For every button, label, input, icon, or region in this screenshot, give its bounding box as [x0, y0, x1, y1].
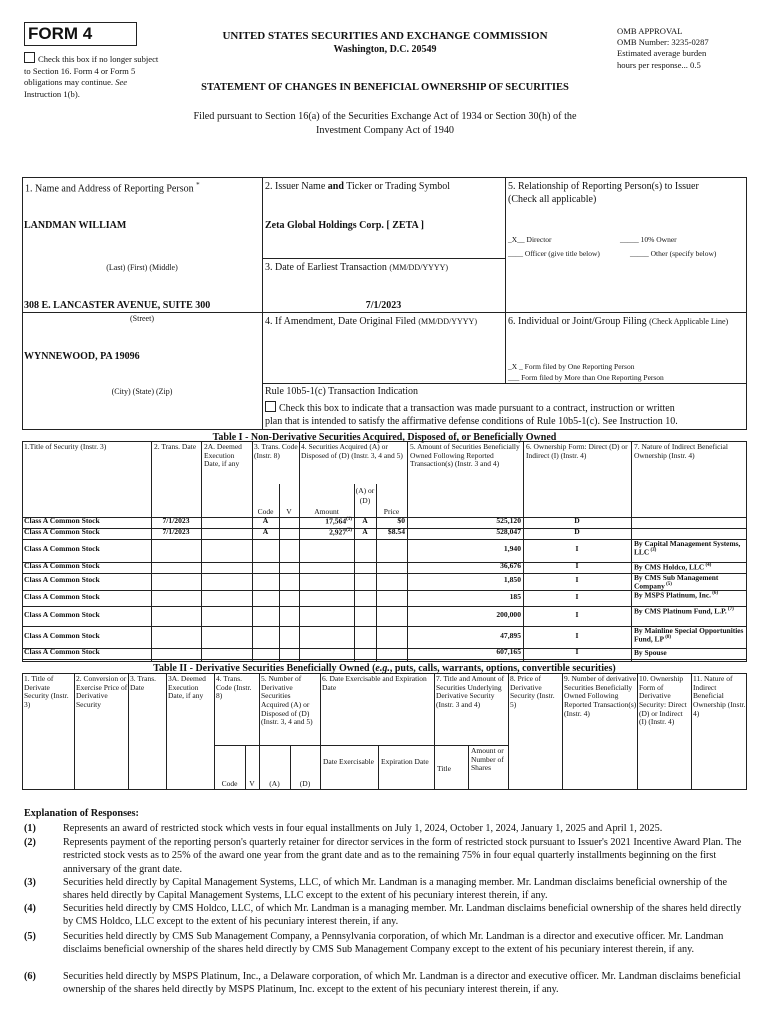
- rule-text[interactable]: [265, 401, 745, 428]
- t1-cell-owned: 1,850: [503, 575, 521, 584]
- t1-cell-form: I: [575, 561, 579, 570]
- box4-format: (MM/DD/YYYY): [418, 317, 477, 326]
- t2-h9: 9. Number of derivative Securities Beneficially Owned Following Reported Transaction(s) (Instr. 4): [564, 674, 637, 718]
- t1-cell-date: 7/1/2023: [162, 516, 190, 525]
- t1-cell-nature: By CMS Holdco, LLC $^{(4)}$: [634, 562, 712, 572]
- t1-h2: 2. Trans. Date: [154, 442, 197, 451]
- t2-h5: 5. Number of Derivative Securities Acquired (A) or Disposed of (D) (Instr. 3, 4 and 5): [261, 674, 313, 727]
- footnote-text: Securities held directly by CMS Sub Management Company, a Pennsylvania corporation, of which Mr. Landman is a director and executive officer. Mr. Landman disclaims beneficial ownership of the shares held directly by CMS Sub Management Company except to the extent of his pecuniary interest therein, if any.: [63, 931, 724, 956]
- footnote-ref[interactable]: (8): [664, 635, 672, 641]
- t1-cell-code: A: [262, 516, 269, 525]
- officer-checkbox[interactable]: ____ Officer (give title below): [508, 249, 600, 258]
- omb-title: OMB APPROVAL: [617, 26, 683, 36]
- t1-cell-nature: By CMS Platinum Fund, L.P. $^{(7)}$: [634, 606, 734, 616]
- explanation-heading: Explanation of Responses:: [24, 808, 139, 819]
- t1-h4: 4. Securities Acquired (A) or Disposed of (D) (Instr. 3, 4 and 5): [301, 442, 403, 460]
- agency-name: UNITED STATES SECURITIES AND EXCHANGE COMMISSION: [222, 30, 548, 42]
- t1-cell-title: Class A Common Stock: [24, 516, 100, 525]
- footnote-text: Represents an award of restricted stock which vests in four equal installments on July 1, 2024, October 1, 2024, January 1, 2025 and April 1, 2025.: [63, 823, 663, 834]
- agency-location: Washington, D.C. 20549: [333, 44, 437, 55]
- divider: [631, 441, 632, 662]
- rule-10b5-checkbox[interactable]: [265, 401, 276, 412]
- divider: [691, 673, 692, 790]
- t1-h5: 5. Amount of Securities Beneficially Owned Following Reported Transaction(s) (Instr. 3 and 4): [410, 442, 520, 469]
- divider: [262, 383, 747, 384]
- divider: [505, 177, 506, 383]
- t1-cell-nature: By Capital Management Systems, LLC $^{(3)}$: [634, 539, 741, 557]
- t1-cell-nature: By MSPS Platinum, Inc. $^{(6)}$: [634, 590, 719, 600]
- footnote-ref[interactable]: (5): [664, 582, 672, 588]
- t1-cell-title: Class A Common Stock: [24, 561, 100, 570]
- footnote-number: (6): [24, 971, 36, 982]
- t1-cell-owned: 525,120: [496, 516, 521, 525]
- t2-sub-amount: Amount or Number of Shares: [471, 746, 504, 773]
- omb-approval: [617, 26, 757, 71]
- t1-cell-amount: 17,564$^{(1)}$: [325, 516, 352, 526]
- t2-sub-exp: Expiration Date: [381, 757, 429, 766]
- one-person-option[interactable]: _X _ Form filed by One Reporting Person: [508, 362, 635, 371]
- box6-sub: (Check Applicable Line): [649, 317, 729, 326]
- divider: [508, 673, 509, 790]
- filed-pursuant-line2: Investment Company Act of 1940: [315, 125, 455, 136]
- t1-cell-date: 7/1/2023: [162, 527, 190, 536]
- t1-cell-nature: By Mainline Special Opportunities Fund, LP $^{(8)}$: [634, 626, 744, 644]
- divider: [468, 745, 469, 790]
- t1-h6: 6. Ownership Form: Direct (D) or Indirect (I) (Instr. 4): [526, 442, 628, 460]
- reporting-street: 308 E. LANCASTER AVENUE, SUITE 300: [24, 300, 211, 311]
- divider: [214, 745, 508, 746]
- divider: [74, 673, 75, 790]
- footnote-number: (3): [24, 877, 36, 888]
- t2-h7: 7. Title and Amount of Securities Underlying Derivative Security (Instr. 3 and 4): [436, 674, 505, 709]
- t2-sub-v: V: [249, 779, 255, 788]
- t2-sub-d: (D): [299, 779, 311, 788]
- footnote-ref[interactable]: (4): [704, 563, 712, 568]
- table2-title-b: , puts, calls, warrants, options, convertible securities): [389, 663, 616, 674]
- t1-cell-form: D: [574, 527, 580, 536]
- t1-cell-title: Class A Common Stock: [24, 609, 100, 619]
- instruction-ref: Instruction 1(b).: [24, 88, 80, 99]
- t1-cell-form: D: [574, 516, 580, 525]
- t2-h2: 2. Conversion or Exercise Price of Derivative Security: [76, 674, 128, 709]
- footnote-ref[interactable]: (3): [649, 548, 657, 554]
- footnote-text: Securities held directly by CMS Holdco, LLC, of which Mr. Landman is a managing member. Mr. Landman disclaims beneficial ownership of the shares held directly by CMS Holdco, LLC except to the extent of his pecuniary interest therein, if any.: [63, 903, 742, 928]
- t1-sub-v: V: [286, 507, 292, 516]
- t1-cell-amount: 2,927$^{(2)}$: [329, 527, 352, 537]
- t2-sub-code: Code: [221, 779, 238, 788]
- t1-cell-owned: 1,940: [503, 544, 521, 553]
- t1-h1: 1.Title of Security (Instr. 3): [24, 442, 107, 451]
- filed-pursuant-line1: Filed pursuant to Section 16(a) of the Securities Exchange Act of 1934 or Section 30(h) of the: [193, 111, 577, 122]
- omb-burden: Estimated average burden: [617, 48, 707, 59]
- statement-title: STATEMENT OF CHANGES IN BENEFICIAL OWNERSHIP OF SECURITIES: [201, 82, 569, 93]
- omb-number: OMB Number: 3235-0287: [617, 37, 709, 48]
- box5-sub: (Check all applicable): [508, 194, 597, 205]
- t1-cell-owned: 47,895: [500, 630, 521, 640]
- table1-row-divider: [22, 659, 747, 660]
- footnote-text: Securities held directly by Capital Management Systems, LLC, of which Mr. Landman is a managing member. Mr. Landman disclaims beneficial ownership of the shares held directly by Capital Management Systems, LLC except to the extent of his pecuniary interest therein, if any.: [63, 877, 728, 902]
- divider: [637, 673, 638, 790]
- t1-cell-title: Class A Common Stock: [24, 527, 100, 536]
- box2-label-b: Ticker or Trading Symbol: [343, 181, 451, 192]
- no-longer-subject-text: Check this box if no longer subject to Section 16. Form 4 or Form 5 obligations may continue.: [24, 54, 159, 88]
- box3-label: [265, 262, 448, 274]
- t1-cell-owned: 36,676: [500, 561, 521, 570]
- t2-sub-exer: Date Exercisable: [323, 757, 375, 766]
- t1-sub-aord: (A) or (D): [355, 486, 375, 505]
- t1-cell-form: I: [575, 630, 579, 640]
- t1-cell-owned: 528,047: [496, 527, 521, 536]
- t1-cell-form: I: [575, 575, 579, 584]
- no-longer-subject-checkbox-area[interactable]: [24, 52, 159, 100]
- street-sublabel: (Street): [130, 314, 154, 323]
- see-word: See: [115, 77, 128, 88]
- t1-cell-price: $8.54: [387, 527, 405, 536]
- t1-cell-title: Class A Common Stock: [24, 647, 100, 656]
- rule-text-2: plan that is intended to satisfy the affirmative defense conditions of Rule 10b5-1(c). See Instruction 10.: [265, 416, 678, 427]
- t1-h7: 7. Nature of Indirect Beneficial Ownership (Instr. 4): [634, 442, 728, 460]
- t1-cell-nature: By Spouse: [634, 648, 667, 657]
- t1-cell-owned: 607,165: [496, 647, 521, 656]
- t1-cell-title: Class A Common Stock: [24, 544, 100, 553]
- earliest-transaction-date: 7/1/2023: [365, 300, 402, 311]
- box2-label: [265, 181, 450, 193]
- t1-sub-code: Code: [257, 507, 274, 516]
- t1-cell-form: I: [575, 647, 579, 656]
- t1-cell-owned: 200,000: [496, 609, 521, 619]
- footnote-number: (5): [24, 931, 36, 942]
- divider: [299, 441, 300, 662]
- footnote-number: (4): [24, 903, 36, 914]
- t1-cell-form: I: [575, 591, 579, 601]
- t1-cell-form: I: [575, 544, 579, 553]
- name-sublabel: (Last) (First) (Middle): [106, 263, 178, 272]
- table1-title: Table I - Non-Derivative Securities Acquired, Disposed of, or Beneficially Owned: [212, 432, 557, 443]
- box3-format: (MM/DD/YYYY): [389, 263, 449, 272]
- t1-sub-amount: Amount: [314, 507, 339, 516]
- t2-h6: 6. Date Exercisable and Expiration Date: [322, 674, 427, 692]
- divider: [378, 745, 379, 790]
- city-sublabel: (City) (State) (Zip): [111, 387, 173, 396]
- more-person-option[interactable]: ___ Form filed by More than One Reporting Person: [508, 373, 664, 382]
- t2-h4: 4. Trans. Code (Instr. 8): [216, 674, 252, 701]
- t2-h8: 8. Price of Derivative Security (Instr. 5): [510, 674, 555, 709]
- rule-text-1: Check this box to indicate that a transaction was made pursuant to a contract, instruction or written: [279, 403, 675, 414]
- box2-label-a: 2. Issuer Name: [265, 181, 328, 192]
- issuer-name: Zeta Global Holdings Corp. [ ZETA ]: [265, 220, 425, 231]
- other-checkbox[interactable]: _____ Other (specify below): [630, 249, 717, 258]
- divider: [252, 441, 253, 662]
- box6-label: [508, 316, 744, 329]
- t2-h1: 1. Title of Derivate Security (Instr. 3): [24, 674, 69, 709]
- t1-cell-title: Class A Common Stock: [24, 630, 100, 640]
- box3-label-text: 3. Date of Earliest Transaction: [265, 262, 387, 273]
- t1-cell-aord: A: [362, 516, 368, 525]
- t2-h3a: 3A. Deemed Execution Date, if any: [168, 674, 206, 701]
- t2-sub-title: Title: [437, 764, 451, 773]
- t1-cell-code: A: [262, 527, 269, 536]
- divider: [22, 312, 747, 313]
- divider: [166, 673, 167, 790]
- divider: [201, 441, 202, 662]
- footnote-text: Represents payment of the reporting person's quarterly retainer for director services in the form of restricted stock pursuant to Issuer's 2021 Incentive Award Plan. The restricted stock vests as to 25% of the award one year from the grant date and as to the remaining 75% in four equal quarterly installments beginning on the first anniversary of the grant date.: [63, 837, 742, 875]
- box5-label: 5. Relationship of Reporting Person(s) to Issuer: [508, 181, 699, 192]
- divider: [214, 673, 215, 790]
- divider: [320, 673, 321, 790]
- t2-h10: 10. Ownership Form of Derivative Security: Direct (D) or Indirect (I) (Instr. 4): [639, 674, 687, 727]
- rule-title: Rule 10b5-1(c) Transaction Indication: [265, 386, 419, 397]
- t1-cell-title: Class A Common Stock: [24, 575, 100, 584]
- footnote-ref[interactable]: (6): [711, 591, 719, 596]
- footnote-ref[interactable]: (7): [726, 607, 734, 612]
- t1-cell-owned: 185: [509, 591, 521, 601]
- table2-title-eg: e.g.: [375, 663, 390, 674]
- divider: [128, 673, 129, 790]
- t1-sub-price: Price: [383, 507, 400, 516]
- box2-label-and: and: [327, 181, 344, 192]
- footnote-ref[interactable]: (2): [346, 528, 352, 533]
- table2-title-a: Table II - Derivative Securities Beneficially Owned (: [153, 663, 376, 674]
- t1-cell-aord: A: [362, 527, 368, 536]
- t1-cell-title: Class A Common Stock: [24, 591, 100, 601]
- t1-h2a: 2A. Deemed Execution Date, if any: [204, 442, 242, 469]
- footnote-number: (2): [24, 837, 36, 848]
- t1-cell-form: I: [575, 609, 579, 619]
- footnote-ref[interactable]: (1): [346, 517, 352, 522]
- form-title: FORM 4: [28, 24, 93, 43]
- divider: [262, 258, 505, 259]
- divider: [434, 673, 435, 790]
- t2-h3: 3. Trans. Date: [130, 674, 157, 692]
- box4-label: [265, 316, 477, 328]
- box1-label: [25, 181, 200, 195]
- director-checkbox[interactable]: _X__ Director: [508, 235, 552, 244]
- box1-mark: *: [196, 181, 200, 189]
- box4-label-text: 4. If Amendment, Date Original Filed: [265, 316, 416, 327]
- ten-pct-owner-checkbox[interactable]: _____ 10% Owner: [620, 235, 677, 244]
- reporting-person-name: LANDMAN WILLIAM: [24, 220, 127, 231]
- footnote-number: (1): [24, 823, 36, 834]
- t1-h3: 3. Trans. Code (Instr. 8): [254, 442, 298, 460]
- divider: [259, 673, 260, 790]
- box6-label-text: 6. Individual or Joint/Group Filing: [508, 316, 647, 327]
- box1-label-text: 1. Name and Address of Reporting Person: [25, 183, 194, 195]
- t2-sub-a: (A): [269, 779, 280, 788]
- reporting-city: WYNNEWOOD, PA 19096: [24, 351, 140, 362]
- footnote-text: Securities held directly by MSPS Platinum, Inc., a Delaware corporation, of which Mr. Landman is a director and executive officer. Mr. Landman disclaims beneficial ownership of the shares held directly by MSPS Platinum, Inc. except to the extent of his pecuniary interest therein, if any.: [63, 971, 741, 996]
- no-longer-subject-checkbox[interactable]: [24, 52, 35, 63]
- t1-cell-price: $0: [397, 516, 405, 525]
- t1-cell-nature: By CMS Sub Management Company $^{(5)}$: [634, 573, 719, 591]
- divider: [151, 441, 152, 662]
- divider: [562, 673, 563, 790]
- t2-h11: 11. Nature of Indirect Beneficial Ownership (Instr. 4): [693, 674, 746, 718]
- omb-hours: hours per response... 0.5: [617, 59, 701, 70]
